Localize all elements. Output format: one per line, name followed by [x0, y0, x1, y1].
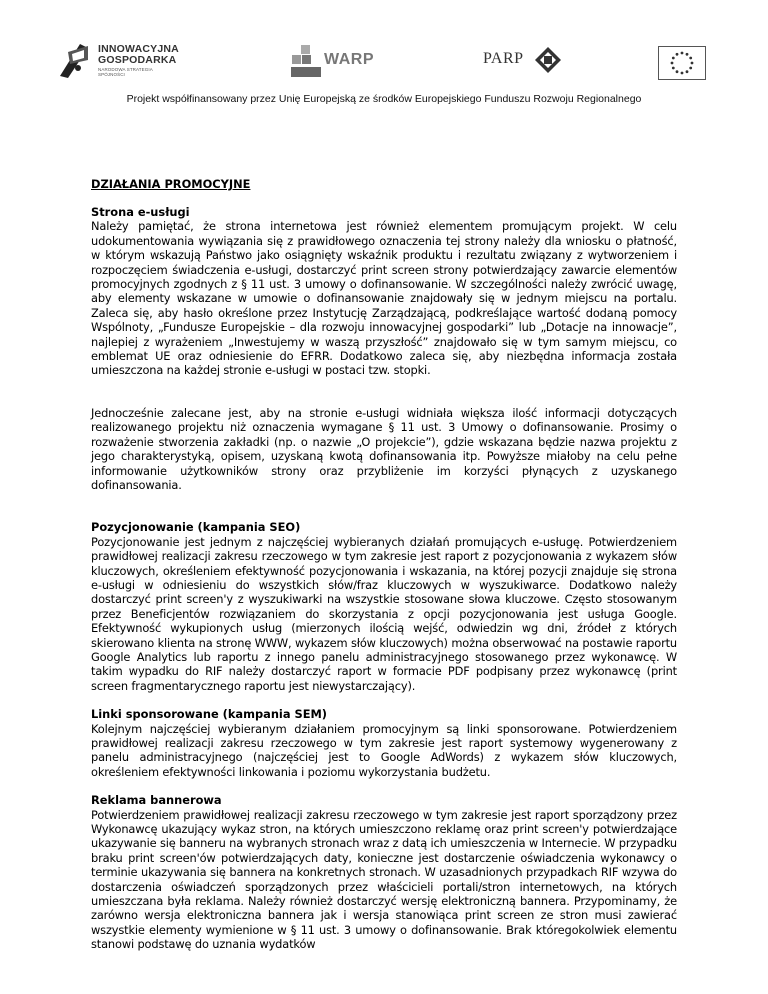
paragraph-banner: Potwierdzeniem prawidłowej realizacji zakresu rzeczowego w tym zakresie jest raport sporządzony przez Wykonawcę ukazujący wykaz stron, na których umieszczono reklamę oraz print screen'y potwierdzające ukazywanie się banneru na wybranych stronach wraz z datą ich umieszczenia w Internecie. W przypadku braku print screen'ów potwierdzających daty, konieczne jest dostarczenie oświadczenia wykonawcy o terminie ukazywania się bannera na konkretnych stronach. W uzasadnionych przypadkach RIF wzywa do dostarczenia oświadczeń sporządzonych przez właścicieli portali/stron internetowych, na których umieszczana była reklama. Należy również dostarczyć wersję elektroniczną bannera. Przypominamy, że zarówno wersja elektroniczna bannera jak i wersja stanowiąca print screen ze stron musi zawierać wszystkie elementy wymienione w § 11 ust. 3 umowy o dofinansowanie. Brak któregokolwiek elementu stanowi podstawę do uznania wydatków	[91, 807, 677, 952]
warp-blocks-icon	[291, 45, 321, 79]
paragraph-strona-1: Należy pamiętać, że strona internetowa jest również elementem promującym projekt. W celu udokumentowania wywiązania się z prawidłowego oznaczenia tej strony należy dla wniosku o płatność, w którym wskazują Państwo jako osiągnięty wskaźnik produktu i rezultatu związany z wytworzeniem i rozpoczęciem świadczenia e-usługi, dostarczyć print screen strony potwierdzający zawarcie elementów promocyjnych zgodnych z § 11 ust. 3 umowy o dofinansowanie. W szczególności należy zwrócić uwagę, aby elementy wskazane w umowie o dofinansowanie znajdowały się w jednym miejscu na portalu. Zaleca się, aby hasło określone przez Instytucję Zarządzającą, podkreślające wartość dodaną pomocy Wspólnoty, „Fundusze Europejskie – dla rozwoju innowacyjnej gospodarki” lub „Dotacje na innowacje”, najlepiej z wyrażeniem „Inwestujemy w waszą przyszłość” znajdowało się w tym samym miejscu, co emblemat UE oraz odniesienie do EFRR. Dodatkowo zaleca się, aby niezbędna informacja została umieszczona na każdej stronie e-usługi w postaci tzw. stopki.	[91, 219, 677, 378]
paragraph-strona-2: Jednocześnie zalecane jest, aby na stronie e-usługi widniała większa ilość informacji dotyczących realizowanego projektu niż oznaczenia wymagane § 11 ust. 3 Umowy o dofinansowanie. Prosimy o rozważenie stworzenia zakładki (np. o nazwie „O projekcie”), gdzie wskazana będzie nazwa projektu z jego charakterystyką, opisem, uzyskaną kwotą dofinansowania itp. Powyższe miałoby na celu pełne informowanie użytkowników strony oraz przybliżenie im korzyści płynących z uzyskanego dofinansowania.	[91, 405, 677, 492]
logo-ig-line2: GOSPODARKA	[98, 54, 177, 66]
cofinancing-tagline: Projekt współfinansowany przez Unię Europejską ze środków Europejskiego Funduszu Rozwoju Regionalnego	[126, 93, 642, 105]
eu-flag-logo	[658, 46, 706, 80]
logo-ig-title	[98, 44, 179, 66]
warp-logo	[291, 45, 381, 79]
section-heading-seo: Pozycjonowanie (kampania SEO)	[91, 520, 301, 535]
parp-logo	[483, 45, 573, 79]
paragraph-seo: Pozycjonowanie jest jednym z najczęściej wybieranych działań promujących e-usługę. Potwierdzeniem prawidłowej realizacji zakresu rzeczowego w tym zakresie jest raport z pozycjonowania z wykazem słów kluczowych, określeniem efektywność pozycjonowania i wskazania, na której pozycji znajduje się strona e-usługi w odniesieniu do wszystkich słów/fraz kluczowych w wyszukiwarce. Dodatkowo należy dostarczyć print screen'y z wyszukiwarki na wszystkie stosowane słowa kluczowe. Często stosowanym przez Beneficjentów rozwiązaniem do skorzystania z opcji pozycjonowania jest usługa Google. Efektywność wykupionych usług (mierzonych ilością wejść, odwiedzin wg dni, źródeł z których skierowano klienta na stronę WWW, wykazem słów kluczowych) można obserwować na postawie raportu Google Analytics lub raportu z innego panelu administracyjnego stosowanego przez wykonawcę. W takim wypadku do RIF należy dostarczyć raport w formacie PDF podpisany przez wykonawcę (print screen fragmentarycznego raportu jest niewystarczający).	[91, 534, 677, 693]
innowacyjna-gospodarka-logo	[58, 42, 178, 82]
section-heading-sem: Linki sponsorowane (kampania SEM)	[91, 707, 328, 722]
logo-ig-line1: INNOWACYJNA	[98, 43, 179, 55]
section-heading-banner: Reklama bannerowa	[91, 793, 222, 808]
document-body	[91, 177, 677, 952]
flag-logo-icon	[58, 42, 92, 78]
logo-ig-line3: NARODOWA STRATEGIA SPÓJNOŚCI	[98, 67, 153, 77]
header-logos	[0, 0, 768, 105]
parp-logo-text: PARP	[483, 50, 524, 67]
eu-stars-icon	[659, 47, 705, 79]
section-heading-strona: Strona e-usługi	[91, 205, 190, 219]
paragraph-sem: Kolejnym najczęściej wybieranym działaniem promocyjnym są linki sponsorowane. Potwierdzeniem prawidłowej realizacji zakresu rzeczowego w tym zakresie jest raport systemowy wygenerowany z panelu administracyjnego (najczęściej jest to Google AdWords) z wykazem słów kluczowych, określeniem efektywności linkowania i poziomu wykorzystania budżetu.	[91, 721, 677, 779]
document-title: DZIAŁANIA PROMOCYJNE	[91, 177, 251, 191]
parp-diamond-icon	[535, 47, 561, 73]
warp-logo-text: WARP	[324, 51, 374, 68]
